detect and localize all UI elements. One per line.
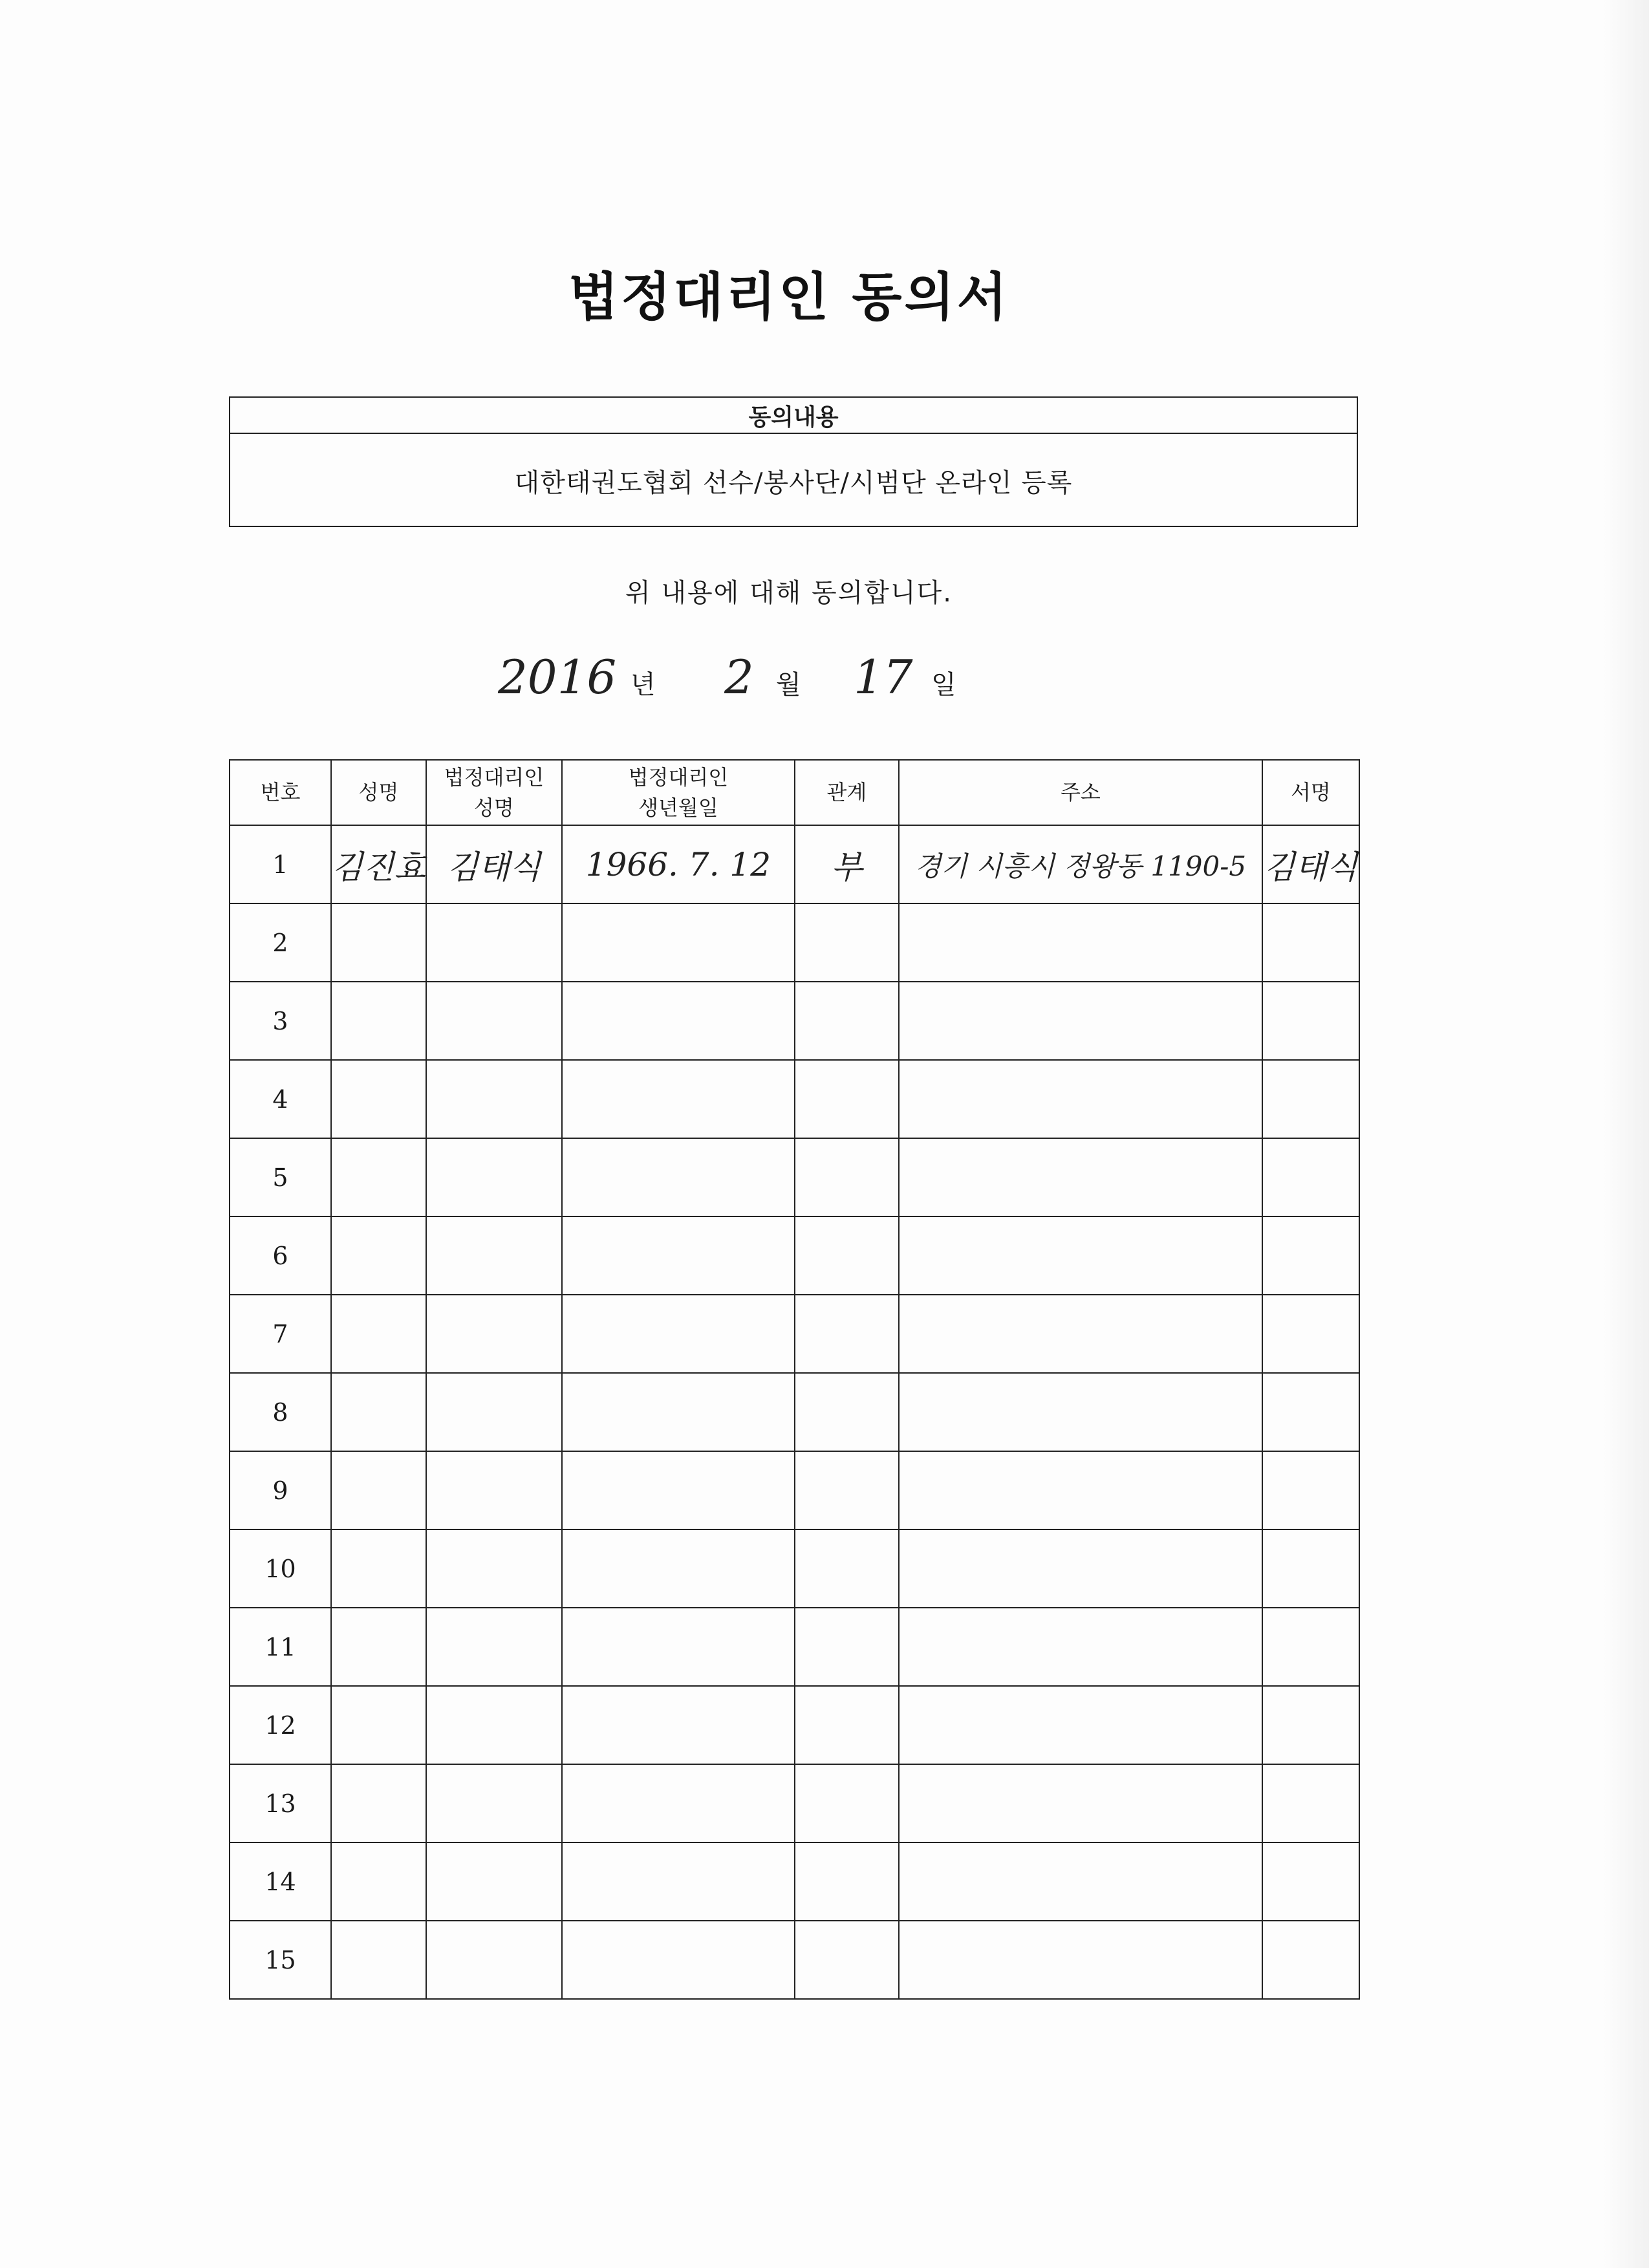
row-rep-birth	[562, 1764, 795, 1842]
row-address	[899, 982, 1262, 1060]
row-signature	[1262, 1373, 1359, 1451]
consent-content-box	[229, 396, 1358, 527]
row-relation	[795, 1373, 899, 1451]
row-address	[899, 1764, 1262, 1842]
row-rep-name	[426, 1764, 562, 1842]
row-rep-name	[426, 1686, 562, 1764]
row-number: 4	[230, 1060, 331, 1138]
row-number: 14	[230, 1842, 331, 1921]
row-address	[899, 1921, 1262, 1999]
row-address	[899, 1451, 1262, 1529]
header-rep-name	[426, 760, 562, 825]
row-rep-name	[426, 903, 562, 982]
table-row	[230, 1529, 1359, 1608]
row-rep-birth	[562, 1138, 795, 1216]
table-header-row	[230, 760, 1359, 825]
row-name	[331, 1216, 426, 1295]
table-row	[230, 1842, 1359, 1921]
row-rep-birth	[562, 1060, 795, 1138]
row-address	[899, 1138, 1262, 1216]
row-number: 5	[230, 1138, 331, 1216]
row-signature: 김태식	[1262, 825, 1359, 903]
row-rep-name: 김태식	[426, 825, 562, 903]
table-row	[230, 903, 1359, 982]
row-rep-name	[426, 1529, 562, 1608]
row-relation	[795, 1295, 899, 1373]
document-title: 법정대리인 동의서	[568, 267, 1010, 327]
row-rep-name	[426, 982, 562, 1060]
date-year-handwritten: 2016	[498, 650, 617, 704]
agreement-statement: 위 내용에 대해 동의합니다.	[625, 578, 953, 608]
row-rep-birth	[562, 1451, 795, 1529]
row-relation	[795, 1842, 899, 1921]
header-rep-name-line1: 법정대리인	[444, 765, 544, 790]
row-number: 1	[230, 825, 331, 903]
table-row	[230, 825, 1359, 903]
row-relation	[795, 1138, 899, 1216]
row-rep-name	[426, 1451, 562, 1529]
table-row	[230, 982, 1359, 1060]
row-signature	[1262, 1216, 1359, 1295]
row-address	[899, 903, 1262, 982]
row-signature	[1262, 1138, 1359, 1216]
row-number: 8	[230, 1373, 331, 1451]
row-rep-birth	[562, 1608, 795, 1686]
row-address	[899, 1373, 1262, 1451]
row-name	[331, 982, 426, 1060]
row-rep-name	[426, 1060, 562, 1138]
row-number: 15	[230, 1921, 331, 1999]
row-rep-birth	[562, 1842, 795, 1921]
row-rep-name	[426, 1138, 562, 1216]
row-signature	[1262, 1921, 1359, 1999]
row-rep-birth	[562, 982, 795, 1060]
date-year-unit: 년	[630, 670, 656, 700]
row-rep-birth: 1966. 7. 12	[562, 825, 795, 903]
header-relation: 관계	[795, 760, 899, 825]
row-relation	[795, 1764, 899, 1842]
row-number: 9	[230, 1451, 331, 1529]
row-rep-name	[426, 1295, 562, 1373]
header-number: 번호	[230, 760, 331, 825]
row-address	[899, 1295, 1262, 1373]
row-relation	[795, 982, 899, 1060]
row-number: 6	[230, 1216, 331, 1295]
row-number: 3	[230, 982, 331, 1060]
row-name: 김진효	[331, 825, 426, 903]
row-rep-birth	[562, 1216, 795, 1295]
table-row	[230, 1608, 1359, 1686]
row-number: 2	[230, 903, 331, 982]
guardian-roster-table	[229, 759, 1360, 2000]
row-rep-name	[426, 1921, 562, 1999]
row-relation	[795, 1921, 899, 1999]
row-address	[899, 1686, 1262, 1764]
row-signature	[1262, 1842, 1359, 1921]
header-signature: 서명	[1262, 760, 1359, 825]
row-rep-name	[426, 1842, 562, 1921]
row-rep-birth	[562, 903, 795, 982]
header-rep-birth-line1: 법정대리인	[628, 765, 729, 790]
row-name	[331, 1451, 426, 1529]
row-name	[331, 1842, 426, 1921]
row-signature	[1262, 1451, 1359, 1529]
date-day-handwritten: 17	[854, 650, 913, 704]
row-relation	[795, 1686, 899, 1764]
row-signature	[1262, 1529, 1359, 1608]
table-row	[230, 1451, 1359, 1529]
row-name	[331, 903, 426, 982]
row-number: 11	[230, 1608, 331, 1686]
header-name: 성명	[331, 760, 426, 825]
row-signature	[1262, 982, 1359, 1060]
row-rep-name	[426, 1608, 562, 1686]
consent-header: 동의내용	[230, 398, 1357, 434]
header-rep-name-line2: 성명	[473, 795, 514, 820]
header-address: 주소	[899, 760, 1262, 825]
row-rep-birth	[562, 1373, 795, 1451]
row-name	[331, 1764, 426, 1842]
row-address	[899, 1529, 1262, 1608]
consent-content: 대한태권도협회 선수/봉사단/시범단 온라인 등록	[514, 468, 1073, 498]
row-name	[331, 1138, 426, 1216]
date-line	[0, 650, 1649, 715]
row-relation	[795, 903, 899, 982]
row-address	[899, 1216, 1262, 1295]
scan-edge-shadow	[1604, 0, 1649, 2268]
table-row	[230, 1764, 1359, 1842]
table-row	[230, 1373, 1359, 1451]
row-name	[331, 1608, 426, 1686]
row-signature	[1262, 1764, 1359, 1842]
row-address	[899, 1842, 1262, 1921]
row-name	[331, 1529, 426, 1608]
row-address	[899, 1060, 1262, 1138]
row-relation	[795, 1529, 899, 1608]
row-signature	[1262, 1295, 1359, 1373]
row-relation	[795, 1216, 899, 1295]
table-row	[230, 1060, 1359, 1138]
table-row	[230, 1295, 1359, 1373]
row-signature	[1262, 1686, 1359, 1764]
row-number: 10	[230, 1529, 331, 1608]
row-number: 7	[230, 1295, 331, 1373]
header-rep-birth	[562, 760, 795, 825]
row-rep-birth	[562, 1529, 795, 1608]
row-name	[331, 1060, 426, 1138]
date-month-unit: 월	[776, 670, 801, 700]
row-address: 경기 시흥시 정왕동 1190-5	[899, 825, 1262, 903]
table-row	[230, 1138, 1359, 1216]
table-row	[230, 1686, 1359, 1764]
row-name	[331, 1295, 426, 1373]
date-month-handwritten: 2	[724, 650, 754, 704]
row-signature	[1262, 1608, 1359, 1686]
row-relation	[795, 1608, 899, 1686]
table-row	[230, 1921, 1359, 1999]
row-name	[331, 1686, 426, 1764]
row-rep-birth	[562, 1295, 795, 1373]
row-signature	[1262, 903, 1359, 982]
row-rep-name	[426, 1373, 562, 1451]
row-name	[331, 1921, 426, 1999]
date-day-unit: 일	[931, 670, 956, 700]
row-rep-birth	[562, 1686, 795, 1764]
row-number: 12	[230, 1686, 331, 1764]
row-name	[331, 1373, 426, 1451]
row-relation	[795, 1451, 899, 1529]
table-row	[230, 1216, 1359, 1295]
row-address	[899, 1608, 1262, 1686]
row-rep-name	[426, 1216, 562, 1295]
row-signature	[1262, 1060, 1359, 1138]
row-rep-birth	[562, 1921, 795, 1999]
row-relation	[795, 1060, 899, 1138]
row-number: 13	[230, 1764, 331, 1842]
header-rep-birth-line2: 생년월일	[638, 795, 718, 820]
row-relation: 부	[795, 825, 899, 903]
